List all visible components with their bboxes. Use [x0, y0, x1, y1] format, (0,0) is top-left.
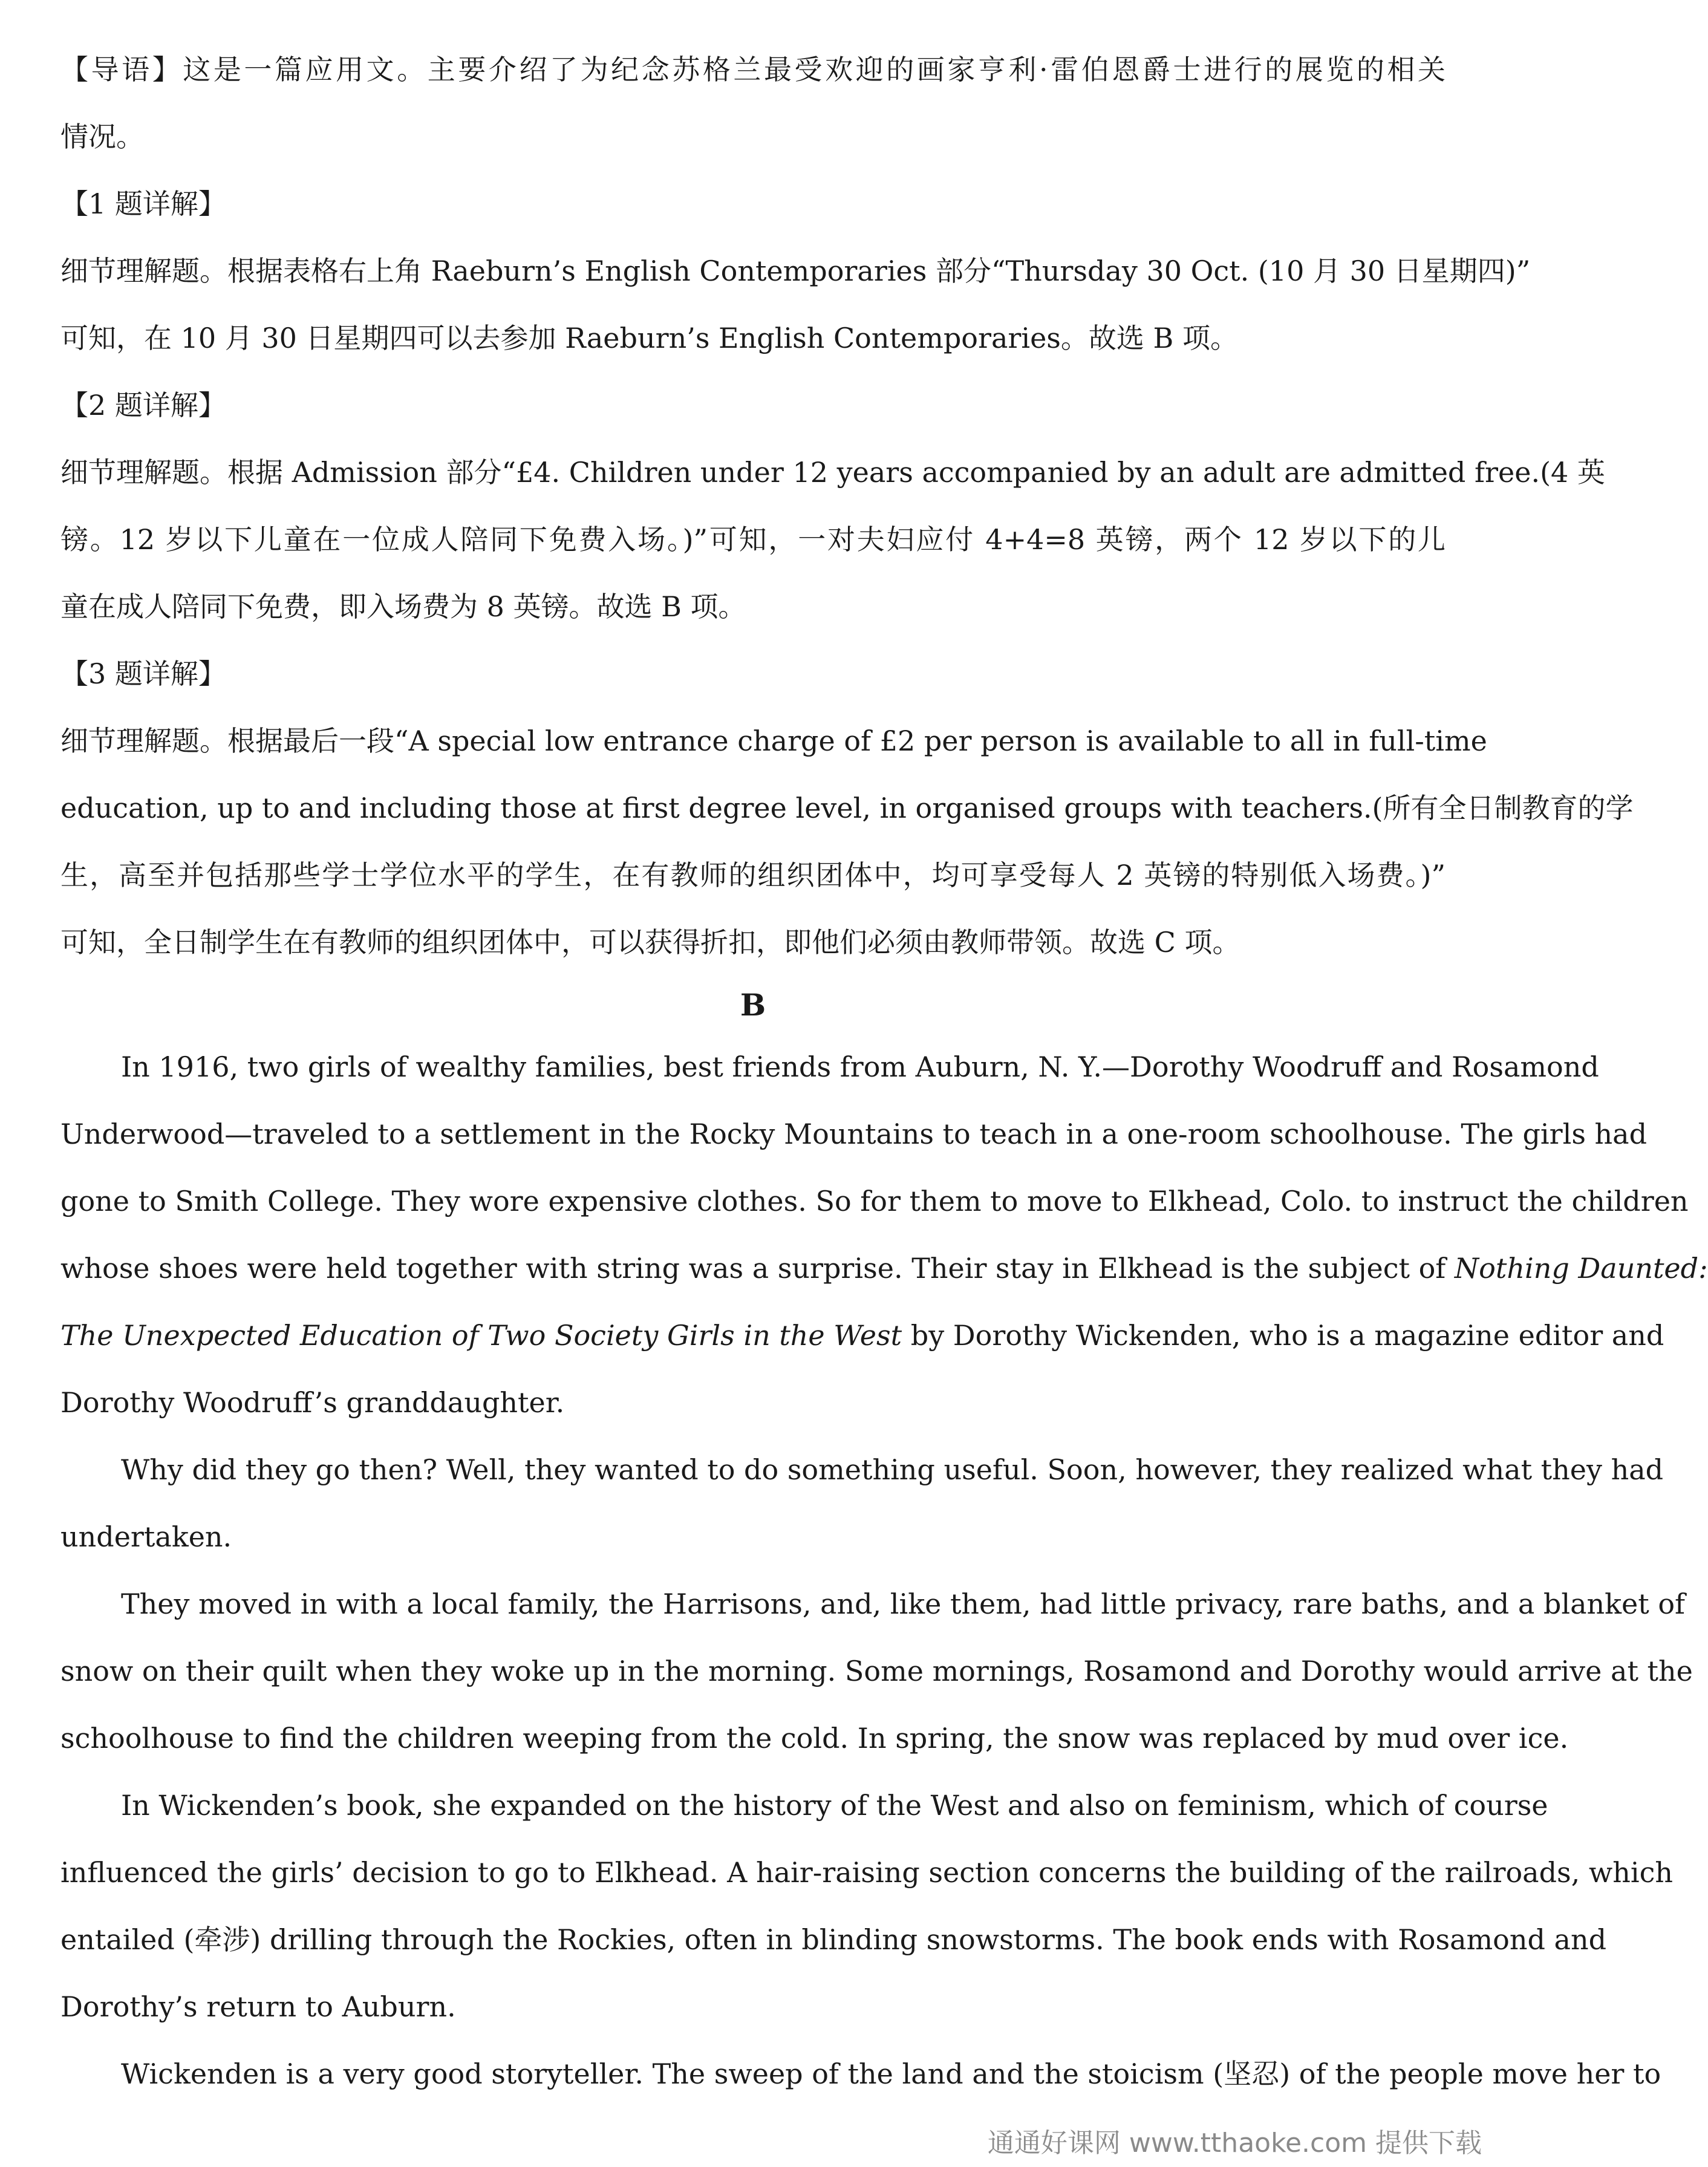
- q1-heading: 【1 题详解】: [60, 187, 226, 220]
- section-title: B: [740, 987, 766, 1023]
- passage-p4-line-3: entailed (牵涉) drilling through the Rockies, often in blinding snowstorms. The book ends with Rosamond and: [60, 1923, 1607, 1956]
- passage-p3-line-2: snow on their quilt when they woke up in the morning. Some mornings, Rosamond and Dorothy would arrive at the: [60, 1655, 1693, 1687]
- passage-p1-line-4: [60, 1235, 1708, 1302]
- q1-line-2: 可知，在 10 月 30 日星期四可以去参加 Raeburn’s English Contemporaries。故选 B 项。: [60, 322, 1238, 354]
- passage-p1-line-3: gone to Smith College. They wore expensive clothes. So for them to move to Elkhead, Colo. to instruct the children: [60, 1185, 1689, 1217]
- q1-line-1: 细节理解题。根据表格右上角 Raeburn’s English Contemporaries 部分“Thursday 30 Oct. (10 月 30 日星期四)”: [60, 255, 1531, 287]
- intro-line-1: 【导语】这是一篇应用文。主要介绍了为纪念苏格兰最受欢迎的画家亨利·雷伯恩爵士进行的展览的相关: [60, 53, 1446, 86]
- passage-p4-line-4: Dorothy’s return to Auburn.: [60, 1990, 456, 2023]
- q2-line-1: 细节理解题。根据 Admission 部分“£4. Children under 12 years accompanied by an adult are admitted free.(4 英: [60, 456, 1605, 489]
- book-title-part-2: The Unexpected Education of Two Society Girls in the West: [60, 1319, 902, 1352]
- passage-p1-line-4-text: whose shoes were held together with string was a surprise. Their stay in Elkhead is the subject of: [60, 1252, 1455, 1285]
- passage-p4-line-2: influenced the girls’ decision to go to Elkhead. A hair-raising section concerns the building of the railroads, which: [60, 1856, 1673, 1889]
- footer-watermark: 通通好课网 www.tthaoke.com 提供下载: [987, 2128, 1482, 2159]
- passage-p3-line-1: They moved in with a local family, the Harrisons, and, like them, had little privacy, rare baths, and a blanket of: [121, 1588, 1686, 1620]
- q3-heading: 【3 题详解】: [60, 657, 226, 690]
- q3-line-2: education, up to and including those at first degree level, in organised groups with teachers.(所有全日制教育的学: [60, 792, 1634, 824]
- book-title-part-1: Nothing Daunted:: [1454, 1252, 1708, 1285]
- passage-p1-line-5: [60, 1302, 1664, 1369]
- passage-p3-line-3: schoolhouse to find the children weeping from the cold. In spring, the snow was replaced by mud over ice.: [60, 1722, 1569, 1755]
- document-page: [60, 36, 1708, 2108]
- q3-line-1: 细节理解题。根据最后一段“A special low entrance charge of £2 per person is available to all in full-time: [60, 725, 1487, 757]
- q2-heading: 【2 题详解】: [60, 389, 226, 422]
- passage-p1-line-1: In 1916, two girls of wealthy families, best friends from Auburn, N. Y.—Dorothy Woodruff and Rosamond: [121, 1051, 1599, 1083]
- passage-p1-line-5-text: by Dorothy Wickenden, who is a magazine editor and: [902, 1319, 1664, 1352]
- passage-p1-line-2: Underwood—traveled to a settlement in the Rocky Mountains to teach in a one-room schoolhouse. The girls had: [60, 1118, 1648, 1150]
- passage-p4-line-1: In Wickenden’s book, she expanded on the history of the West and also on feminism, which of course: [121, 1789, 1548, 1822]
- q3-line-3: 生，高至并包括那些学士学位水平的学生，在有教师的组织团体中，均可享受每人 2 英镑的特别低入场费。)”: [60, 859, 1446, 891]
- intro-line-2: 情况。: [60, 120, 144, 153]
- passage-p2-line-2: undertaken.: [60, 1520, 232, 1553]
- q2-line-3: 童在成人陪同下免费，即入场费为 8 英镑。故选 B 项。: [60, 590, 746, 623]
- passage-p2-line-1: Why did they go then? Well, they wanted to do something useful. Soon, however, they realized what they had: [121, 1453, 1664, 1486]
- passage-p5-line-1: Wickenden is a very good storyteller. The sweep of the land and the stoicism (坚忍) of the people move her to: [121, 2058, 1661, 2090]
- q3-line-4: 可知，全日制学生在有教师的组织团体中，可以获得折扣，即他们必须由教师带领。故选 C 项。: [60, 926, 1240, 959]
- q2-line-2: 镑。12 岁以下儿童在一位成人陪同下免费入场。)”可知，一对夫妇应付 4+4=8 英镑，两个 12 岁以下的儿: [60, 523, 1446, 556]
- passage-p1-line-6: Dorothy Woodruff’s granddaughter.: [60, 1386, 565, 1419]
